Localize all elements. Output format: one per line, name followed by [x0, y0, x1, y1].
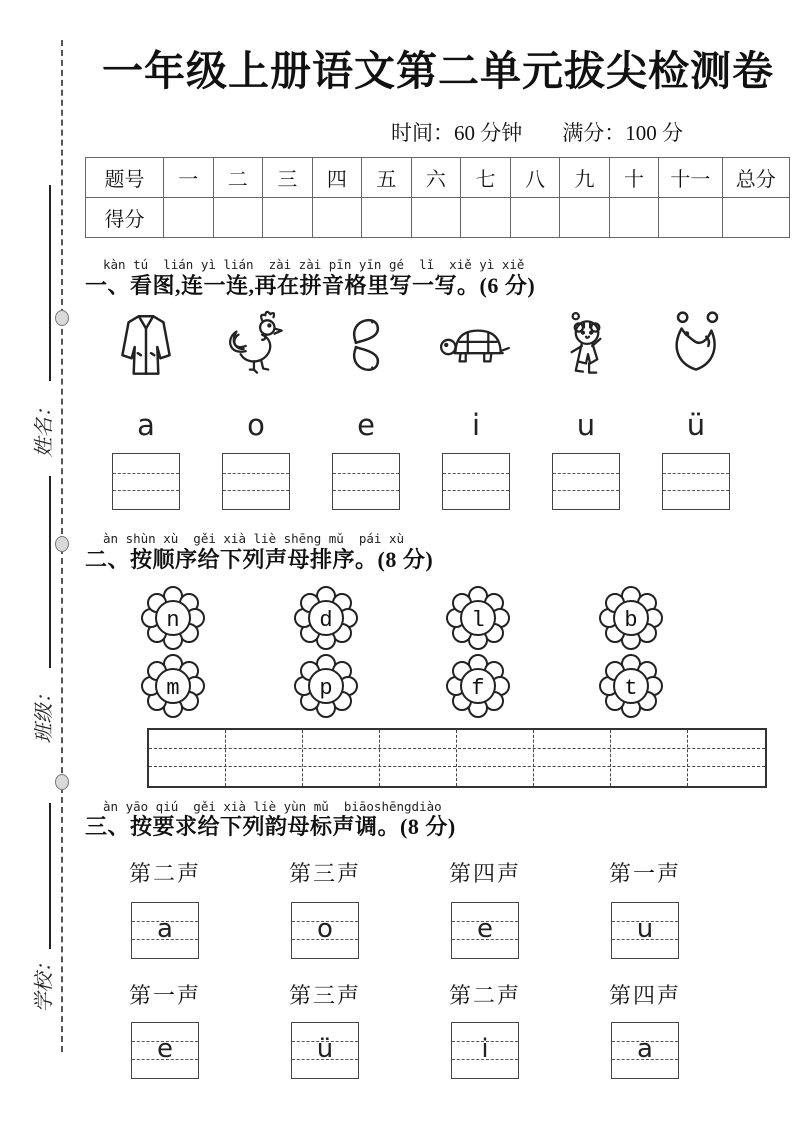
score-table-header-cell: 五	[362, 158, 412, 198]
score-table-header-cell: 题号	[86, 158, 164, 198]
school-field-label: 学校：	[33, 952, 56, 1013]
rooster-image	[214, 308, 298, 386]
score-table-header-cell: 十	[609, 158, 659, 198]
exam-time: 时间：60 分钟	[391, 121, 523, 146]
score-cell	[659, 198, 722, 238]
grid-cell	[380, 730, 457, 786]
tone-letter-box	[131, 902, 199, 959]
tone-label: 第一声	[608, 860, 681, 886]
tone-label-row-2	[85, 979, 725, 1010]
score-cell	[312, 198, 362, 238]
tone-box-row-1	[85, 902, 725, 959]
grid-cell	[303, 730, 380, 786]
fold-dot	[55, 310, 69, 326]
tone-letter-box	[291, 902, 359, 959]
tone-letter: e	[477, 914, 493, 945]
tone-letter-box	[611, 1022, 679, 1079]
exam-info	[85, 117, 791, 147]
tone-label: 第三声	[288, 982, 361, 1008]
grid-cell	[534, 730, 611, 786]
exam-full-score: 满分：100 分	[562, 121, 683, 146]
tone-label: 第一声	[128, 982, 201, 1008]
fold-dot	[55, 536, 69, 552]
tone-label: 第二声	[128, 860, 201, 886]
pinyin-writing-box	[662, 453, 730, 510]
score-cell	[461, 198, 511, 238]
score-cell	[263, 198, 313, 238]
vowel-letter: ü	[686, 408, 706, 443]
tone-letter: ü	[316, 1034, 334, 1065]
section-2	[85, 532, 791, 573]
tone-letter: i	[481, 1034, 489, 1065]
score-table-header-cell: 八	[510, 158, 560, 198]
score-table-header-cell: 七	[461, 158, 511, 198]
tone-box-row-2	[85, 1022, 725, 1079]
score-cell	[560, 198, 610, 238]
grid-cell	[688, 730, 765, 786]
score-table	[85, 157, 790, 238]
section-3	[85, 800, 791, 841]
section-3-pinyin: àn yāo qiú gěi xià liè yùn mǔ biāoshēngdiào	[103, 798, 442, 814]
vowel-letter: e	[357, 408, 375, 443]
score-cell	[163, 198, 213, 238]
goose-reflection-image	[324, 308, 408, 386]
score-table-header-cell: 四	[312, 158, 362, 198]
school-write-line	[49, 803, 51, 949]
score-cell	[722, 198, 789, 238]
score-table-header-cell: 总分	[722, 158, 789, 198]
flower-initial	[294, 586, 358, 650]
section-1	[85, 258, 791, 299]
flower-letter: b	[624, 607, 638, 633]
flower-initial	[446, 586, 510, 650]
tone-letter: e	[157, 1034, 173, 1065]
turtle-image	[434, 308, 518, 386]
tone-letter: a	[157, 914, 173, 945]
name-write-line	[49, 185, 51, 381]
tone-letter-box	[611, 902, 679, 959]
flower-letter: t	[624, 675, 638, 701]
score-cell	[213, 198, 263, 238]
section-1-vowel-row	[91, 407, 751, 443]
flower-row-2	[97, 654, 707, 718]
flower-initial	[599, 654, 663, 718]
vowel-letter: a	[137, 408, 155, 443]
flower-letter: f	[471, 675, 485, 701]
score-table-header-cell: 三	[263, 158, 313, 198]
vowel-letter: o	[247, 408, 265, 443]
score-cell	[362, 198, 412, 238]
tone-letter: o	[317, 914, 333, 945]
pinyin-writing-box	[332, 453, 400, 510]
score-table-header-cell: 一	[163, 158, 213, 198]
score-row-label: 得分	[86, 198, 164, 238]
tone-letter-box	[291, 1022, 359, 1079]
main-content	[85, 0, 791, 1079]
pinyin-writing-box	[552, 453, 620, 510]
flower-initial	[599, 586, 663, 650]
score-table-header-cell: 十一	[659, 158, 722, 198]
score-cell	[411, 198, 461, 238]
tiger-doll-image	[544, 308, 628, 386]
page-title: 一年级上册语文第二单元拔尖检测卷	[102, 48, 774, 94]
class-write-line	[49, 476, 51, 668]
section-1-pinyin: kàn tú lián yì lián zài zài pīn yīn gé lǐ xiě yì xiě	[103, 257, 525, 273]
vowel-letter: u	[576, 408, 596, 443]
pinyin-writing-box	[442, 453, 510, 510]
tone-letter-box	[451, 1022, 519, 1079]
score-cell	[510, 198, 560, 238]
name-field-label: 姓名：	[33, 397, 56, 458]
section-1-writing-boxes	[91, 453, 751, 510]
tone-label: 第三声	[288, 860, 361, 886]
flower-letter: m	[166, 675, 180, 701]
section-2-heading: 二、按顺序给下列声母排序。(8 分)	[85, 547, 434, 573]
grid-cell	[226, 730, 303, 786]
fold-dot	[55, 774, 69, 790]
grid-cell	[149, 730, 226, 786]
vowel-letter: i	[471, 408, 481, 443]
tone-label-row-1	[85, 857, 725, 888]
flower-letter: d	[319, 607, 333, 633]
fish-with-bubbles-image	[654, 308, 738, 386]
grid-cell	[457, 730, 534, 786]
section-2-answer-grid	[147, 728, 767, 788]
score-table-header-cell: 六	[411, 158, 461, 198]
tone-letter-box	[131, 1022, 199, 1079]
flower-letter: n	[166, 607, 180, 633]
class-field-label: 班级：	[33, 683, 56, 744]
score-table-score-row	[86, 198, 790, 238]
score-table-header-row	[86, 158, 790, 198]
section-1-heading: 一、看图,连一连,再在拼音格里写一写。(6 分)	[85, 272, 536, 298]
section-2-pinyin: àn shùn xù gěi xià liè shēng mǔ pái xù	[103, 531, 405, 547]
pinyin-writing-box	[112, 453, 180, 510]
coat-image	[104, 308, 188, 386]
tone-label: 第四声	[608, 982, 681, 1008]
flower-letter: p	[319, 675, 333, 701]
flower-row-1	[97, 586, 707, 650]
section-1-pictures	[91, 307, 751, 387]
flower-initial	[141, 586, 205, 650]
grid-cell	[611, 730, 688, 786]
flower-initial	[294, 654, 358, 718]
tone-letter: a	[637, 1034, 653, 1065]
score-table-header-cell: 九	[560, 158, 610, 198]
tone-label: 第二声	[448, 982, 521, 1008]
tone-letter: u	[636, 914, 654, 945]
tone-letter-box	[451, 902, 519, 959]
score-cell	[609, 198, 659, 238]
flower-initial	[141, 654, 205, 718]
section-3-heading: 三、按要求给下列韵母标声调。(8 分)	[85, 814, 456, 840]
flower-letter: l	[471, 607, 485, 633]
flower-initial	[446, 654, 510, 718]
tone-label: 第四声	[448, 860, 521, 886]
score-table-header-cell: 二	[213, 158, 263, 198]
pinyin-writing-box	[222, 453, 290, 510]
